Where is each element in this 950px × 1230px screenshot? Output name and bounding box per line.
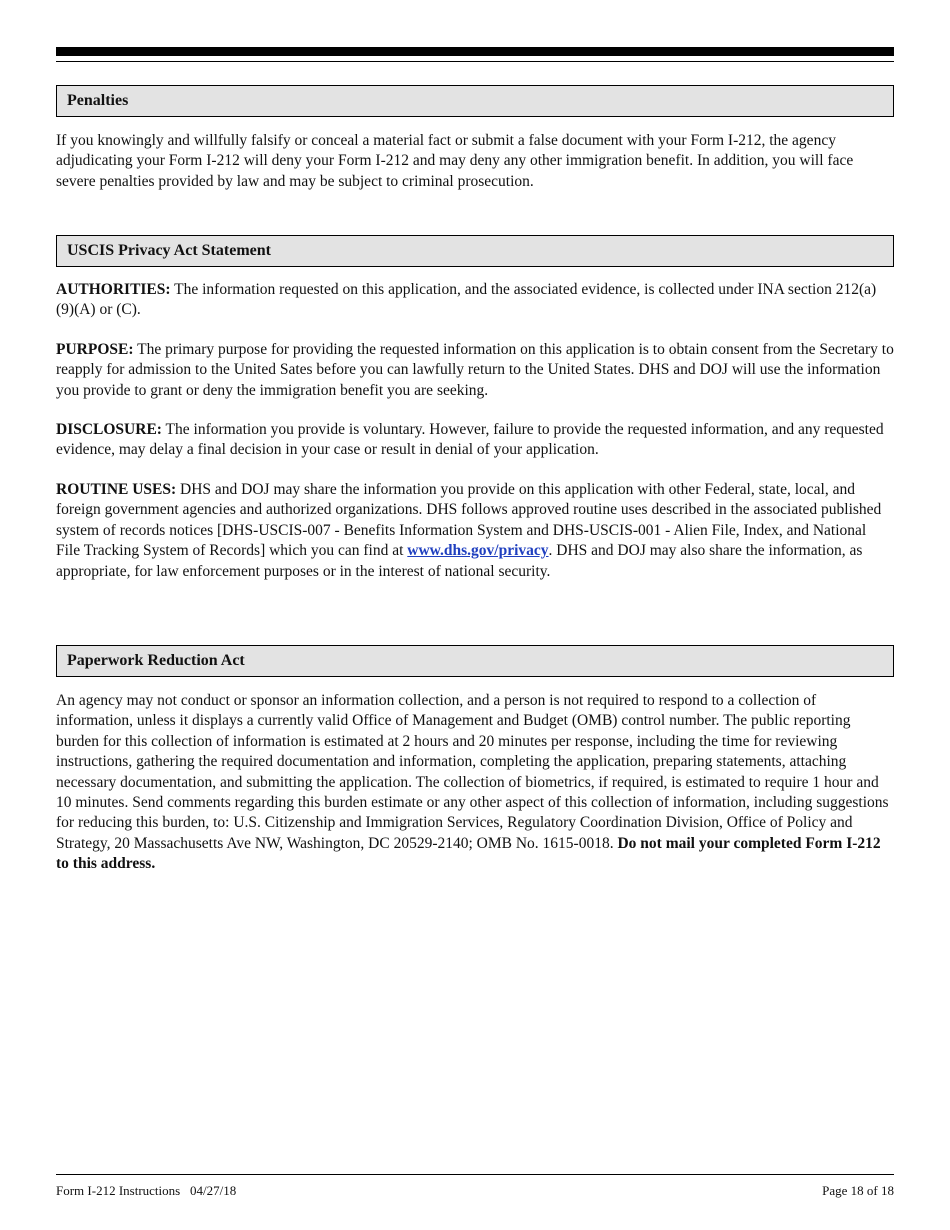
paperwork-text: An agency may not conduct or sponsor an information collection, and a person is not required to respond to a collection of information, unless it displays a currently valid Office of Management and Budget (OMB) control number. The public reporting burden for this collection of information is estimated at 2 hours and 20 minutes per response, including the time for reviewing instructions, gathering the required documentation and information, completing the application, preparing statements, attaching necessary documentation, and submitting the application. The collection of biometrics, if required, is estimated to require 1 hour and 10 minutes. Send comments regarding this burden estimate or any other aspect of this collection of information, including suggestions for reducing this burden, to: U.S. Citizenship and Immigration Services, Regulatory Coordination Division, Office of Policy and Strategy, 20 Massachusetts Ave NW, Washington, DC 20529-2140; OMB No. 1615-0018.	[56, 692, 889, 852]
authorities-paragraph	[56, 280, 894, 321]
privacy-section-header	[56, 235, 894, 267]
top-rule-thin	[56, 61, 894, 62]
paperwork-paragraph	[56, 691, 894, 875]
penalties-section-header	[56, 85, 894, 117]
disclosure-paragraph	[56, 420, 894, 461]
paperwork-bold-notice: Do not mail your completed Form I-212 to this address.	[56, 834, 881, 873]
routine-uses-text-before-link: DHS and DOJ may share the information you provide on this application with other Federal, state, local, and foreign government agencies and authorized organizations. DHS follows approved routine uses described in the associated published system of records notices [DHS-USCIS-007 - Benefits Information System and DHS-USCIS-001 - Alien File, Index, and National File Tracking System of Records] which you can find at	[56, 481, 882, 560]
routine-uses-paragraph	[56, 480, 894, 582]
footer-form-name: Form I-212 Instructions	[56, 1183, 181, 1198]
paperwork-section-header	[56, 645, 894, 677]
footer-rule	[56, 1174, 894, 1175]
footer-page-number: Page 18 of 18	[822, 1183, 894, 1198]
footer-form-info	[56, 1183, 236, 1199]
disclosure-text: The information you provide is voluntary. However, failure to provide the requested information, and any requested evidence, may delay a final decision in your case or result in denial of your application.	[56, 421, 884, 459]
routine-uses-text-after-link: . DHS and DOJ may also share the information, as appropriate, for law enforcement purposes or in the interest of national security.	[56, 542, 863, 580]
disclosure-label: DISCLOSURE:	[56, 421, 162, 438]
routine-uses-label: ROUTINE USES:	[56, 481, 177, 498]
purpose-label: PURPOSE:	[56, 341, 134, 358]
purpose-text: The primary purpose for providing the requested information on this application is to obtain consent from the Secretary to reapply for admission to the United Sates before you can lawfully return to the United States. DHS and DOJ will use the information you provide to grant or deny the immigration benefit you are seeking.	[56, 341, 894, 399]
purpose-paragraph	[56, 340, 894, 401]
authorities-text: The information requested on this application, and the associated evidence, is collected under INA section 212(a)(9)(A) or (C).	[56, 281, 877, 319]
penalties-heading: Penalties	[67, 92, 129, 109]
dhs-privacy-link[interactable]: www.dhs.gov/privacy	[407, 542, 549, 560]
privacy-heading: USCIS Privacy Act Statement	[67, 242, 271, 259]
document-page	[56, 0, 894, 1230]
authorities-label: AUTHORITIES:	[56, 281, 171, 298]
penalties-paragraph: If you knowingly and willfully falsify or conceal a material fact or submit a false document with your Form I-212, the agency adjudicating your Form I-212 will deny your Form I-212 and may deny any other immigration benefit. In addition, you will face severe penalties provided by law and may be subject to criminal prosecution.	[56, 132, 854, 190]
footer-date: 04/27/18	[189, 1183, 237, 1198]
top-rule-thick	[56, 47, 894, 56]
paperwork-heading: Paperwork Reduction Act	[67, 652, 245, 669]
